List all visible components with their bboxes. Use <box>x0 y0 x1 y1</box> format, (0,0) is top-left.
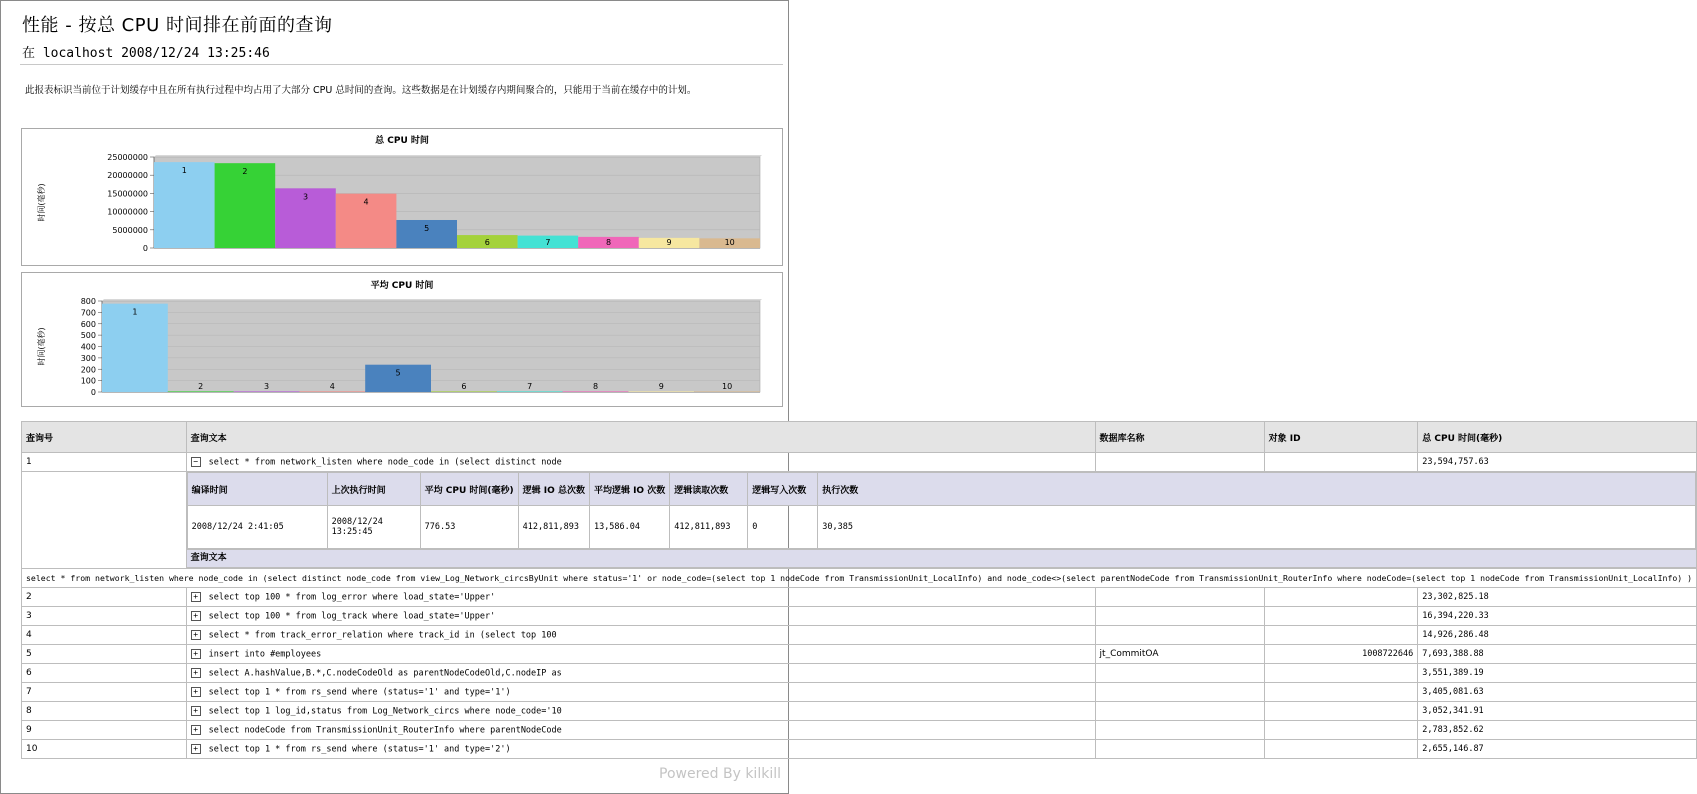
row-id: 8 <box>22 702 187 721</box>
table-row <box>22 645 1697 664</box>
bar <box>628 391 694 392</box>
row-object-id <box>1264 702 1418 721</box>
table-row <box>22 626 1697 645</box>
detail-row <box>22 472 1697 569</box>
row-object-id <box>1264 607 1418 626</box>
row-id: 2 <box>22 588 187 607</box>
row-object-id <box>1264 740 1418 759</box>
row-query-text <box>186 626 1095 645</box>
detail-value-row <box>187 506 1695 549</box>
bar-data-label: 8 <box>592 382 599 391</box>
bar-data-label: 1 <box>132 307 138 317</box>
full-query-text: select * from network_listen where node_code in (select distinct node_code from view_Log_Network_circsByUnit where status='1' or node_code=(select top 1 nodeCode from TransmissionUnit_LocalInfo) and node_code<>(select parentNodeCode from TransmissionUnit_RouterInfo where nodeCode=(select top 1 nodeCode from TransmissionUnit_LocalInfo) ) <box>22 569 1697 588</box>
y-tick-label: 800 <box>80 297 96 306</box>
bar-data-label: 3 <box>302 192 309 202</box>
header-query-text[interactable]: 查询文本 <box>186 422 1095 453</box>
row-object-id <box>1264 588 1418 607</box>
row-query-text <box>186 588 1095 607</box>
row-object-id <box>1264 664 1418 683</box>
y-axis-label: 时间(毫秒) <box>37 327 46 366</box>
query-text: select top 1 * from rs_send where (status='1' and type='1') <box>208 687 511 698</box>
query-text: insert into #employees <box>208 649 322 660</box>
detail-header-row <box>187 473 1695 506</box>
row-database <box>1095 702 1264 721</box>
y-tick-label: 700 <box>80 308 96 318</box>
detail-value: 2008/12/24 13:25:45 <box>327 506 420 549</box>
table-row <box>22 453 1697 472</box>
detail-value: 2008/12/24 2:41:05 <box>187 506 327 549</box>
expand-icon[interactable]: + <box>191 668 201 678</box>
bar-data-label: 5 <box>395 368 401 378</box>
y-tick-label: 25000000 <box>107 153 148 162</box>
bar-data-label: 6 <box>461 382 467 391</box>
row-id: 6 <box>22 664 187 683</box>
row-total-cpu: 2,655,146.87 <box>1418 740 1697 759</box>
expand-icon[interactable]: + <box>191 592 201 602</box>
bar-data-label: 3 <box>263 382 270 391</box>
bar-data-label: 10 <box>724 238 735 247</box>
bar <box>234 391 300 392</box>
row-total-cpu: 23,594,757.63 <box>1418 453 1697 472</box>
bar <box>694 391 760 392</box>
row-id: 9 <box>22 721 187 740</box>
detail-column-header: 逻辑写入次数 <box>748 473 818 506</box>
row-id: 5 <box>22 645 187 664</box>
query-text: select * from track_error_relation where track_id in (select top 100 <box>208 630 557 641</box>
row-database <box>1095 740 1264 759</box>
row-database <box>1095 588 1264 607</box>
expand-icon[interactable]: + <box>191 725 201 735</box>
table-header-row <box>22 422 1697 453</box>
y-tick-label: 200 <box>80 365 96 375</box>
detail-value: 412,811,893 <box>670 506 748 549</box>
y-tick-label: 100 <box>80 376 96 386</box>
row-total-cpu: 23,302,825.18 <box>1418 588 1697 607</box>
y-tick-label: 5000000 <box>112 225 148 235</box>
query-text: select A.hashValue,B.*,C.nodeCodeOld as parentNodeCodeOld,C.nodeIP as <box>208 668 562 679</box>
row-total-cpu: 3,405,081.63 <box>1418 683 1697 702</box>
divider <box>20 64 783 65</box>
query-table <box>21 421 1697 759</box>
table-row <box>22 607 1697 626</box>
row-database <box>1095 626 1264 645</box>
row-database <box>1095 664 1264 683</box>
query-text: select top 1 * from rs_send where (status='1' and type='2') <box>208 744 511 755</box>
avg-cpu-chart <box>21 272 783 407</box>
table-row <box>22 664 1697 683</box>
row-database <box>1095 721 1264 740</box>
y-tick-label: 600 <box>80 319 96 329</box>
row-total-cpu: 2,783,852.62 <box>1418 721 1697 740</box>
row-object-id <box>1264 683 1418 702</box>
bar-data-label: 5 <box>424 223 430 233</box>
expand-icon[interactable]: + <box>191 649 201 659</box>
header-query-id[interactable]: 查询号 <box>22 422 187 453</box>
total-cpu-chart <box>21 128 783 266</box>
watermark-text: Powered By kilkill <box>659 766 781 782</box>
row-total-cpu: 3,052,341.91 <box>1418 702 1697 721</box>
bar-data-label: 9 <box>666 238 672 247</box>
table-row <box>22 588 1697 607</box>
query-text: select top 100 * from log_track where load_state='Upper' <box>208 611 496 622</box>
detail-value: 13,586.04 <box>589 506 669 549</box>
y-axis-label: 时间(毫秒) <box>37 183 46 222</box>
row-object-id <box>1264 453 1418 472</box>
detail-column-header: 上次执行时间 <box>327 473 420 506</box>
bar-data-label: 2 <box>242 167 248 177</box>
row-query-text <box>186 645 1095 664</box>
row-database <box>1095 607 1264 626</box>
row-query-text <box>186 453 1095 472</box>
row-database: jt_CommitOA <box>1095 645 1264 664</box>
header-total-cpu[interactable]: 总 CPU 时间(毫秒) <box>1418 422 1697 453</box>
row-object-id <box>1264 721 1418 740</box>
row-object-id: 1008722646 <box>1264 645 1418 664</box>
y-tick-label: 20000000 <box>107 171 148 181</box>
detail-table <box>187 472 1696 549</box>
table-row <box>22 721 1697 740</box>
chart-title: 总 CPU 时间 <box>375 136 429 146</box>
row-query-text <box>186 683 1095 702</box>
row-query-text <box>186 607 1095 626</box>
y-tick-label: 500 <box>80 331 96 341</box>
bar <box>299 391 365 392</box>
query-text: select nodeCode from TransmissionUnit_RouterInfo where parentNodeCode <box>208 725 562 736</box>
table-row <box>22 740 1697 759</box>
collapse-icon[interactable]: − <box>191 457 201 467</box>
detail-value: 776.53 <box>420 506 518 549</box>
row-database <box>1095 453 1264 472</box>
detail-column-header: 执行次数 <box>818 473 1696 506</box>
table-row <box>22 702 1697 721</box>
detail-panel <box>186 472 1696 569</box>
y-tick-label: 300 <box>80 353 96 363</box>
detail-column-header: 平均逻辑 IO 次数 <box>589 473 669 506</box>
query-text-header: 查询文本 <box>187 549 1696 568</box>
avg-cpu-chart-svg <box>22 273 780 404</box>
row-total-cpu: 14,926,286.48 <box>1418 626 1697 645</box>
detail-column-header: 逻辑读取次数 <box>670 473 748 506</box>
table-row <box>22 683 1697 702</box>
expand-icon[interactable]: + <box>191 687 201 697</box>
total-cpu-chart-svg <box>22 129 780 263</box>
row-query-text <box>186 664 1095 683</box>
bar <box>102 304 168 392</box>
detail-spacer <box>22 472 187 569</box>
detail-column-header: 逻辑 IO 总次数 <box>518 473 589 506</box>
page-title: 性能 - 按总 CPU 时间排在前面的查询 <box>22 15 333 36</box>
row-query-text <box>186 702 1095 721</box>
expand-icon[interactable]: + <box>191 630 201 640</box>
bar-data-label: 8 <box>605 238 612 247</box>
detail-value: 412,811,893 <box>518 506 589 549</box>
row-id: 4 <box>22 626 187 645</box>
bar-data-label: 2 <box>198 382 204 391</box>
report-description: 此报表标识当前位于计划缓存中且在所有执行过程中均占用了大部分 CPU 总时间的查询。这些数据是在计划缓存内期间聚合的，只能用于当前在缓存中的计划。 <box>25 85 697 96</box>
header-database-name[interactable]: 数据库名称 <box>1095 422 1264 453</box>
row-query-text <box>186 740 1095 759</box>
row-id: 7 <box>22 683 187 702</box>
row-id: 1 <box>22 453 187 472</box>
plot-top-wall <box>154 155 762 157</box>
row-database <box>1095 683 1264 702</box>
y-tick-label: 0 <box>142 244 148 253</box>
y-tick-label: 0 <box>90 388 96 397</box>
row-total-cpu: 3,551,389.19 <box>1418 664 1697 683</box>
row-total-cpu: 16,394,220.33 <box>1418 607 1697 626</box>
query-text: select * from network_listen where node_code in (select distinct node <box>208 457 562 468</box>
expand-icon[interactable]: + <box>191 706 201 716</box>
header-object-id[interactable]: 对象 ID <box>1264 422 1418 453</box>
bar <box>563 391 629 392</box>
row-id: 10 <box>22 740 187 759</box>
bar-data-label: 7 <box>545 238 551 247</box>
bar <box>431 391 497 392</box>
bar <box>168 391 234 392</box>
bar-data-label: 4 <box>329 382 335 391</box>
bar <box>497 391 563 392</box>
row-object-id <box>1264 626 1418 645</box>
y-tick-label: 10000000 <box>107 207 148 217</box>
bar-data-label: 4 <box>363 197 369 207</box>
y-tick-label: 15000000 <box>107 189 148 199</box>
detail-column-header: 平均 CPU 时间(毫秒) <box>420 473 518 506</box>
expand-icon[interactable]: + <box>191 611 201 621</box>
row-query-text <box>186 721 1095 740</box>
bar-data-label: 10 <box>722 382 733 391</box>
detail-value: 30,385 <box>818 506 1696 549</box>
row-id: 3 <box>22 607 187 626</box>
full-query-row <box>22 569 1697 588</box>
row-total-cpu: 7,693,388.88 <box>1418 645 1697 664</box>
chart-title: 平均 CPU 时间 <box>370 281 434 291</box>
y-tick-label: 400 <box>80 342 96 352</box>
detail-value: 0 <box>748 506 818 549</box>
query-text: select top 100 * from log_error where load_state='Upper' <box>208 592 496 603</box>
bar-data-label: 6 <box>484 238 490 247</box>
expand-icon[interactable]: + <box>191 744 201 754</box>
query-text: select top 1 log_id,status from Log_Network_circs where node_code='10 <box>208 706 562 717</box>
page-subtitle: 在 localhost 2008/12/24 13:25:46 <box>22 46 270 61</box>
bar-data-label: 7 <box>527 382 533 391</box>
bar-data-label: 1 <box>181 166 187 176</box>
bar-data-label: 9 <box>658 382 664 391</box>
detail-column-header: 编译时间 <box>187 473 327 506</box>
